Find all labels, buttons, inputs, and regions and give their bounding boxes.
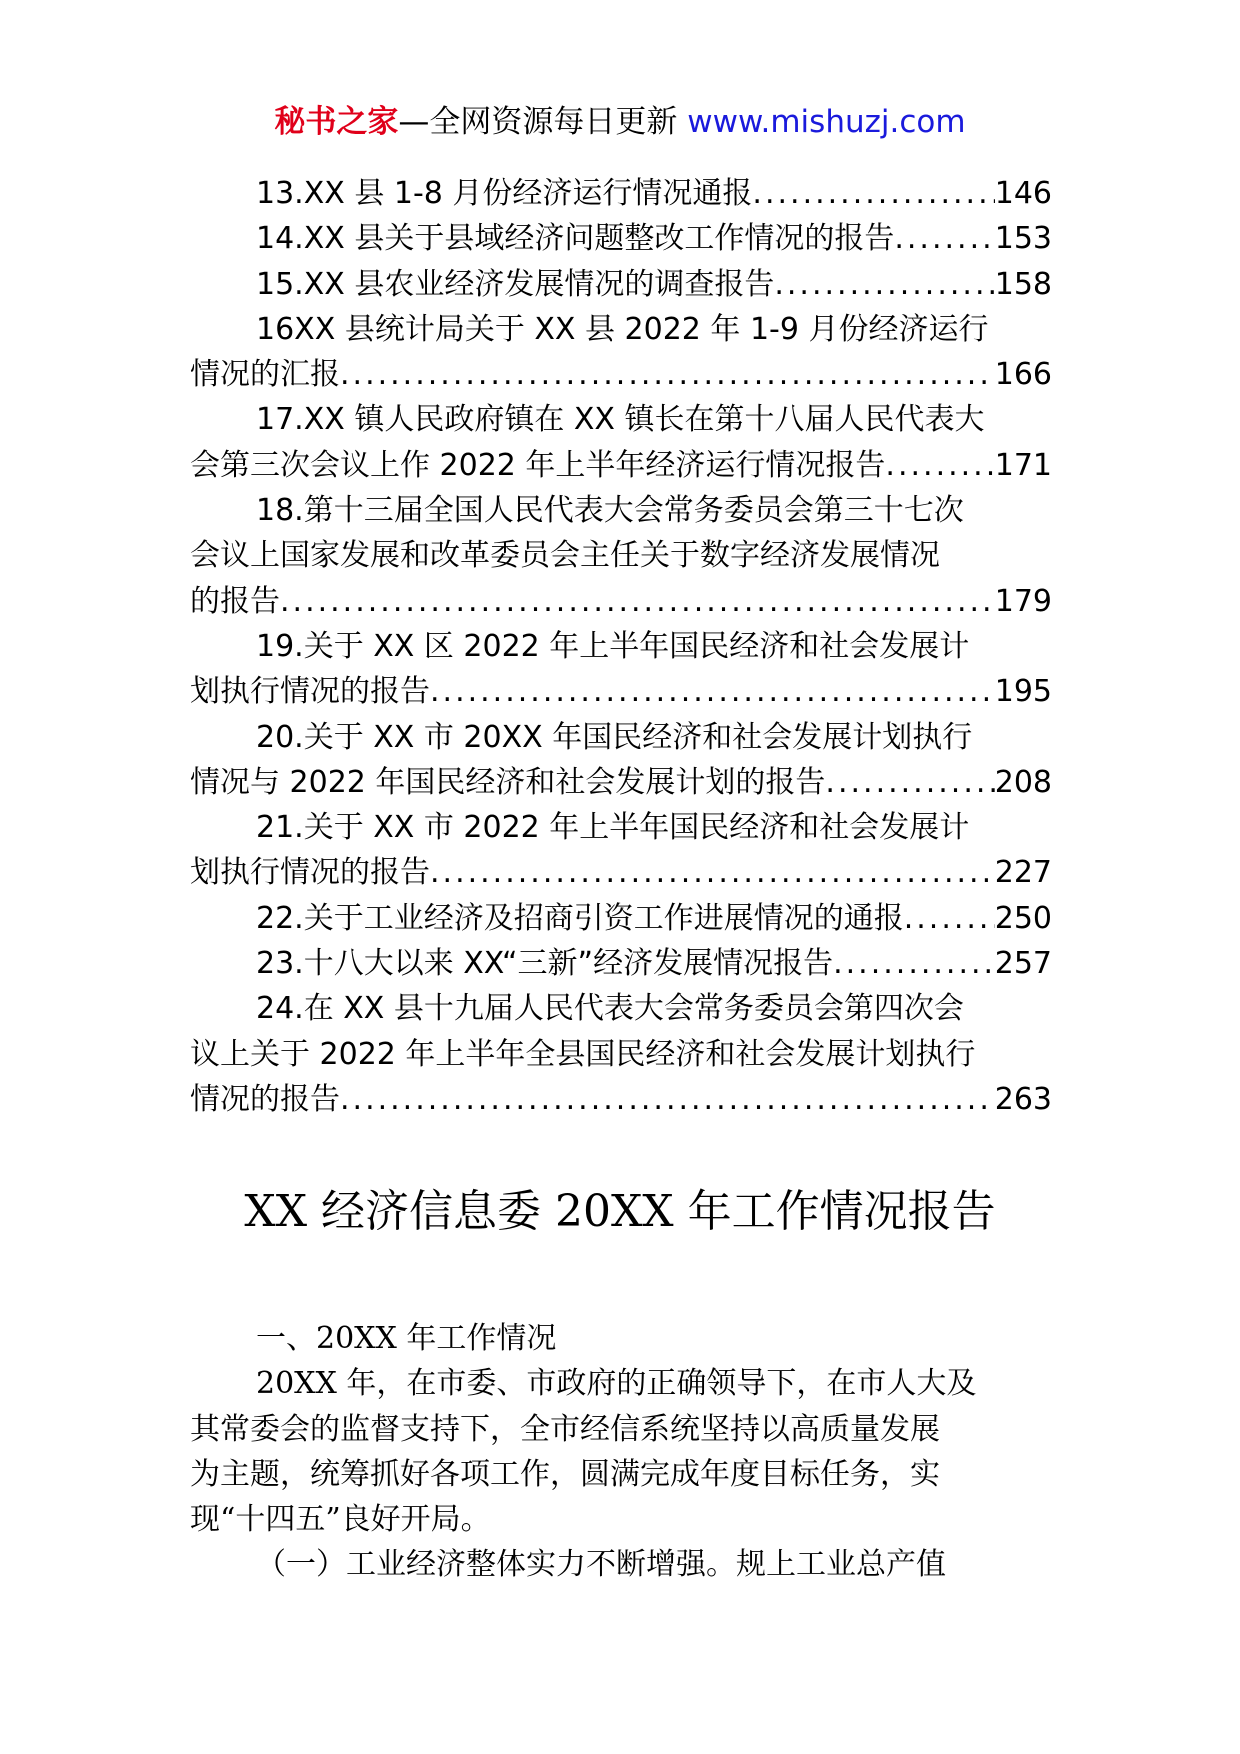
toc-entry-text: 18.第十三届全国人民代表大会常务委员会第三十七次: [256, 493, 964, 529]
site-url-link[interactable]: www.mishuzj.com: [687, 104, 966, 140]
toc-entry-text: 13.XX 县 1-8 月份经济运行情况通报: [256, 176, 753, 211]
toc-leader-dots: [774, 262, 994, 307]
paragraph-line: 其常委会的监督支持下，全市经信系统坚持以高质量发展: [190, 1411, 940, 1447]
toc-entry-text: 情况与 2022 年国民经济和社会发展计划的报告: [190, 764, 826, 800]
toc-entry-14[interactable]: [190, 216, 1052, 261]
toc-entry-text: 情况的报告: [190, 1081, 340, 1117]
toc-entry-18-line-1[interactable]: [190, 488, 1052, 533]
toc-leader-dots: [894, 216, 994, 261]
toc-leader-dots: [280, 579, 995, 624]
paragraph-line: 现“十四五”良好开局。: [190, 1502, 491, 1538]
toc-leader-dots: [752, 171, 994, 216]
toc-entry-24-line-3[interactable]: [190, 1077, 1052, 1122]
toc-entry-20-line-1[interactable]: [190, 715, 1052, 760]
toc-leader-dots: [825, 760, 994, 805]
toc-entry-text: 22.关于工业经济及招商引资工作进展情况的通报: [256, 900, 904, 936]
toc-entry-19-line-2[interactable]: [190, 669, 1052, 714]
toc-entry-text: 19.关于 XX 区 2022 年上半年国民经济和社会发展计: [256, 628, 970, 664]
toc-page-number: 171: [994, 447, 1052, 483]
toc-leader-dots: [904, 896, 995, 941]
toc-page-number: 208: [994, 764, 1052, 800]
toc-page-number: 179: [994, 583, 1052, 619]
toc-leader-dots: [885, 443, 994, 488]
toc-leader-dots: [430, 669, 995, 714]
toc-page-number: 250: [994, 900, 1052, 936]
toc-entry-20-line-2[interactable]: [190, 760, 1052, 805]
toc-leader-dots: [430, 850, 995, 895]
toc-entry-13[interactable]: [190, 171, 1052, 216]
site-tagline: —全网资源每日更新: [398, 104, 678, 140]
toc-page-number: 195: [994, 674, 1052, 710]
site-brand: 秘书之家: [274, 104, 399, 140]
toc-entry-text: 20.关于 XX 市 20XX 年国民经济和社会发展计划执行: [256, 719, 973, 755]
toc-page-number: 257: [994, 946, 1052, 982]
toc-entry-text: 情况的汇报: [190, 357, 340, 393]
paragraph-line: （一）工业经济整体实力不断增强。规上工业总产值: [256, 1547, 946, 1583]
toc-page-number: 153: [994, 221, 1052, 257]
toc-entry-16-line-1[interactable]: [190, 307, 1052, 352]
toc-entry-24-line-2[interactable]: [190, 1032, 1052, 1077]
site-header: [0, 100, 1240, 144]
toc-entry-18-line-3[interactable]: [190, 579, 1052, 624]
toc-entry-text: 15.XX 县农业经济发展情况的调查报告: [256, 266, 775, 302]
paragraph-line: 20XX 年，在市委、市政府的正确领导下，在市人大及: [256, 1366, 977, 1402]
toc-page-number: 158: [994, 266, 1052, 302]
toc-page-number: 263: [994, 1081, 1052, 1117]
toc-entry-18-line-2[interactable]: [190, 533, 1052, 578]
toc-entry-text: 14.XX 县关于县域经济问题整改工作情况的报告: [256, 221, 895, 257]
toc-entry-text: 16XX 县统计局关于 XX 县 2022 年 1-9 月份经济运行: [256, 311, 989, 347]
toc-entry-21-line-1[interactable]: [190, 805, 1052, 850]
toc-page-number: 227: [994, 855, 1052, 891]
toc-entry-text: 划执行情况的报告: [190, 674, 430, 710]
toc-page-number: 146: [994, 176, 1052, 211]
toc-entry-24-line-1[interactable]: [190, 986, 1052, 1031]
toc-entry-15[interactable]: [190, 262, 1052, 307]
toc-entry-text: 议上关于 2022 年上半年全县国民经济和社会发展计划执行: [190, 1036, 976, 1072]
toc-entry-21-line-2[interactable]: [190, 850, 1052, 895]
section-heading: 一、20XX 年工作情况: [256, 1321, 557, 1356]
toc-entry-text: 的报告: [190, 583, 280, 619]
document-body: [190, 1316, 1052, 1588]
toc-entry-19-line-1[interactable]: [190, 624, 1052, 669]
toc-entry-text: 24.在 XX 县十九届人民代表大会常务委员会第四次会: [256, 991, 964, 1027]
toc-entry-text: 21.关于 XX 市 2022 年上半年国民经济和社会发展计: [256, 810, 970, 846]
toc-leader-dots: [340, 352, 995, 397]
toc-entry-text: 划执行情况的报告: [190, 855, 430, 891]
toc-entry-text: 17.XX 镇人民政府镇在 XX 镇长在第十八届人民代表大: [256, 402, 985, 438]
toc-entry-17-line-2[interactable]: [190, 443, 1052, 488]
toc-entry-17-line-1[interactable]: [190, 397, 1052, 442]
toc-entry-text: 23.十八大以来 XX“三新”经济发展情况报告: [256, 946, 834, 982]
toc-entry-23[interactable]: [190, 941, 1052, 986]
table-of-contents: [190, 171, 1052, 1122]
toc-entry-text: 会议上国家发展和改革委员会主任关于数字经济发展情况: [190, 538, 940, 574]
toc-leader-dots: [833, 941, 995, 986]
toc-page-number: 166: [994, 357, 1052, 393]
paragraph-line: 为主题，统筹抓好各项工作，圆满完成年度目标任务，实: [190, 1456, 940, 1492]
toc-entry-22[interactable]: [190, 896, 1052, 941]
toc-entry-text: 会第三次会议上作 2022 年上半年经济运行情况报告: [190, 447, 886, 483]
toc-leader-dots: [340, 1077, 995, 1122]
document-title: XX 经济信息委 20XX 年工作情况报告: [244, 1186, 996, 1237]
toc-entry-16-line-2[interactable]: [190, 352, 1052, 397]
